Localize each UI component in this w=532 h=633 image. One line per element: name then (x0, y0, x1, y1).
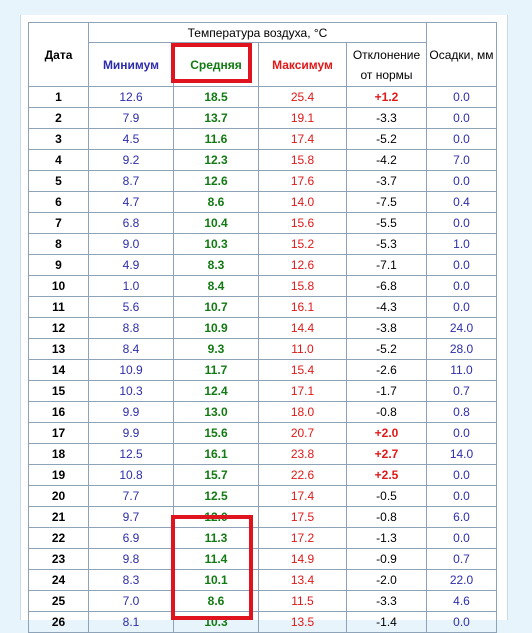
cell-deviation: -1.4 (347, 612, 427, 633)
cell-avg: 11.7 (174, 360, 259, 381)
cell-day: 17 (29, 423, 89, 444)
cell-precipitation: 0.0 (427, 87, 497, 108)
cell-max: 15.6 (259, 213, 347, 234)
cell-precipitation: 0.7 (427, 381, 497, 402)
cell-max: 13.4 (259, 570, 347, 591)
cell-deviation: -7.1 (347, 255, 427, 276)
table-row (29, 549, 497, 570)
cell-min: 9.7 (89, 507, 174, 528)
cell-deviation: +2.0 (347, 423, 427, 444)
cell-precipitation: 0.0 (427, 255, 497, 276)
cell-avg: 9.3 (174, 339, 259, 360)
cell-day: 1 (29, 87, 89, 108)
cell-day: 6 (29, 192, 89, 213)
weather-table (28, 22, 497, 633)
cell-min: 6.9 (89, 528, 174, 549)
table-row (29, 255, 497, 276)
cell-day: 2 (29, 108, 89, 129)
cell-min: 7.9 (89, 108, 174, 129)
cell-day: 26 (29, 612, 89, 633)
cell-avg: 13.7 (174, 108, 259, 129)
cell-deviation: -7.5 (347, 192, 427, 213)
cell-min: 6.8 (89, 213, 174, 234)
cell-deviation: -3.3 (347, 591, 427, 612)
table-row (29, 339, 497, 360)
cell-day: 19 (29, 465, 89, 486)
cell-avg: 12.0 (174, 507, 259, 528)
cell-precipitation: 0.8 (427, 402, 497, 423)
cell-deviation: -0.5 (347, 486, 427, 507)
table-row (29, 129, 497, 150)
cell-precipitation: 22.0 (427, 570, 497, 591)
cell-day: 20 (29, 486, 89, 507)
cell-avg: 10.1 (174, 570, 259, 591)
cell-day: 3 (29, 129, 89, 150)
cell-precipitation: 0.0 (427, 465, 497, 486)
cell-avg: 11.3 (174, 528, 259, 549)
cell-day: 16 (29, 402, 89, 423)
table-row (29, 507, 497, 528)
cell-precipitation: 1.0 (427, 234, 497, 255)
header-temperature-group: Температура воздуха, °C (89, 23, 427, 43)
cell-max: 15.2 (259, 234, 347, 255)
cell-deviation: -5.2 (347, 339, 427, 360)
cell-min: 1.0 (89, 276, 174, 297)
cell-avg: 8.3 (174, 255, 259, 276)
cell-deviation: -3.8 (347, 318, 427, 339)
cell-deviation: -4.2 (347, 150, 427, 171)
cell-min: 12.6 (89, 87, 174, 108)
cell-deviation: -5.5 (347, 213, 427, 234)
cell-max: 25.4 (259, 87, 347, 108)
cell-max: 15.4 (259, 360, 347, 381)
table-row (29, 381, 497, 402)
cell-max: 15.8 (259, 150, 347, 171)
cell-min: 9.9 (89, 402, 174, 423)
cell-min: 9.9 (89, 423, 174, 444)
header-max: Максимум (259, 43, 347, 87)
cell-deviation: -0.8 (347, 402, 427, 423)
cell-precipitation: 11.0 (427, 360, 497, 381)
cell-day: 13 (29, 339, 89, 360)
cell-avg: 8.6 (174, 192, 259, 213)
cell-precipitation: 0.0 (427, 171, 497, 192)
table-row (29, 570, 497, 591)
cell-max: 22.6 (259, 465, 347, 486)
cell-day: 4 (29, 150, 89, 171)
cell-min: 4.5 (89, 129, 174, 150)
cell-max: 14.4 (259, 318, 347, 339)
cell-min: 7.0 (89, 591, 174, 612)
cell-avg: 18.5 (174, 87, 259, 108)
cell-min: 9.2 (89, 150, 174, 171)
cell-deviation: -0.8 (347, 507, 427, 528)
cell-day: 14 (29, 360, 89, 381)
cell-deviation: -5.3 (347, 234, 427, 255)
cell-precipitation: 0.0 (427, 276, 497, 297)
cell-avg: 12.5 (174, 486, 259, 507)
cell-day: 24 (29, 570, 89, 591)
table-row (29, 297, 497, 318)
cell-max: 17.2 (259, 528, 347, 549)
cell-deviation: +1.2 (347, 87, 427, 108)
cell-deviation: +2.5 (347, 465, 427, 486)
cell-avg: 13.0 (174, 402, 259, 423)
table-row (29, 87, 497, 108)
table-row (29, 465, 497, 486)
cell-avg: 12.6 (174, 171, 259, 192)
cell-deviation: -0.9 (347, 549, 427, 570)
cell-day: 10 (29, 276, 89, 297)
cell-max: 15.8 (259, 276, 347, 297)
cell-min: 8.7 (89, 171, 174, 192)
cell-deviation: -4.3 (347, 297, 427, 318)
cell-min: 4.9 (89, 255, 174, 276)
cell-deviation: -1.7 (347, 381, 427, 402)
cell-avg: 10.7 (174, 297, 259, 318)
cell-precipitation: 0.7 (427, 549, 497, 570)
cell-avg: 8.4 (174, 276, 259, 297)
cell-avg: 10.4 (174, 213, 259, 234)
table-row (29, 486, 497, 507)
cell-day: 5 (29, 171, 89, 192)
cell-deviation: -6.8 (347, 276, 427, 297)
cell-avg: 11.6 (174, 129, 259, 150)
cell-avg: 10.9 (174, 318, 259, 339)
cell-max: 12.6 (259, 255, 347, 276)
header-precipitation: Осадки, мм (427, 23, 497, 87)
cell-precipitation: 0.0 (427, 486, 497, 507)
cell-deviation: -1.3 (347, 528, 427, 549)
header-min: Минимум (89, 43, 174, 87)
cell-max: 19.1 (259, 108, 347, 129)
cell-min: 9.0 (89, 234, 174, 255)
page-panel (20, 15, 508, 629)
table-row (29, 444, 497, 465)
cell-min: 12.5 (89, 444, 174, 465)
header-avg: Средняя (174, 43, 259, 87)
cell-max: 17.4 (259, 486, 347, 507)
cell-min: 8.1 (89, 612, 174, 633)
cell-deviation: +2.7 (347, 444, 427, 465)
cell-precipitation: 0.0 (427, 528, 497, 549)
table-row (29, 402, 497, 423)
cell-day: 11 (29, 297, 89, 318)
cell-day: 23 (29, 549, 89, 570)
table-row (29, 171, 497, 192)
header-deviation: Отклонение от нормы (347, 43, 427, 87)
cell-deviation: -3.7 (347, 171, 427, 192)
cell-day: 15 (29, 381, 89, 402)
table-row (29, 276, 497, 297)
cell-max: 18.0 (259, 402, 347, 423)
cell-deviation: -3.3 (347, 108, 427, 129)
cell-min: 8.8 (89, 318, 174, 339)
cell-max: 16.1 (259, 297, 347, 318)
cell-min: 10.8 (89, 465, 174, 486)
cell-precipitation: 0.0 (427, 423, 497, 444)
cell-max: 17.1 (259, 381, 347, 402)
cell-max: 14.0 (259, 192, 347, 213)
table-row (29, 423, 497, 444)
cell-day: 7 (29, 213, 89, 234)
cell-day: 22 (29, 528, 89, 549)
table-row (29, 234, 497, 255)
cell-avg: 16.1 (174, 444, 259, 465)
cell-precipitation: 0.0 (427, 612, 497, 633)
cell-avg: 12.4 (174, 381, 259, 402)
cell-max: 11.5 (259, 591, 347, 612)
table-body (29, 87, 497, 633)
cell-day: 21 (29, 507, 89, 528)
cell-max: 13.5 (259, 612, 347, 633)
cell-max: 17.5 (259, 507, 347, 528)
cell-min: 7.7 (89, 486, 174, 507)
cell-precipitation: 0.0 (427, 297, 497, 318)
table-row (29, 150, 497, 171)
table-row (29, 213, 497, 234)
cell-avg: 15.7 (174, 465, 259, 486)
table-row (29, 318, 497, 339)
cell-precipitation: 4.6 (427, 591, 497, 612)
table-row (29, 591, 497, 612)
cell-max: 23.8 (259, 444, 347, 465)
cell-max: 20.7 (259, 423, 347, 444)
cell-day: 8 (29, 234, 89, 255)
table-row (29, 528, 497, 549)
cell-avg: 10.3 (174, 234, 259, 255)
cell-max: 11.0 (259, 339, 347, 360)
cell-max: 14.9 (259, 549, 347, 570)
cell-day: 12 (29, 318, 89, 339)
cell-avg: 8.6 (174, 591, 259, 612)
table-row (29, 360, 497, 381)
table-row (29, 612, 497, 633)
cell-precipitation: 0.4 (427, 192, 497, 213)
cell-day: 9 (29, 255, 89, 276)
cell-avg: 15.6 (174, 423, 259, 444)
cell-precipitation: 6.0 (427, 507, 497, 528)
cell-precipitation: 0.0 (427, 213, 497, 234)
cell-deviation: -5.2 (347, 129, 427, 150)
cell-deviation: -2.6 (347, 360, 427, 381)
cell-min: 10.3 (89, 381, 174, 402)
cell-precipitation: 0.0 (427, 108, 497, 129)
cell-min: 10.9 (89, 360, 174, 381)
cell-min: 8.4 (89, 339, 174, 360)
cell-deviation: -2.0 (347, 570, 427, 591)
cell-precipitation: 28.0 (427, 339, 497, 360)
table-row (29, 108, 497, 129)
cell-avg: 10.3 (174, 612, 259, 633)
table-row (29, 192, 497, 213)
cell-min: 9.8 (89, 549, 174, 570)
header-date: Дата (29, 23, 89, 87)
cell-avg: 12.3 (174, 150, 259, 171)
cell-precipitation: 24.0 (427, 318, 497, 339)
cell-min: 8.3 (89, 570, 174, 591)
cell-min: 5.6 (89, 297, 174, 318)
cell-max: 17.4 (259, 129, 347, 150)
cell-day: 18 (29, 444, 89, 465)
cell-precipitation: 7.0 (427, 150, 497, 171)
cell-day: 25 (29, 591, 89, 612)
cell-min: 4.7 (89, 192, 174, 213)
cell-precipitation: 14.0 (427, 444, 497, 465)
cell-precipitation: 0.0 (427, 129, 497, 150)
cell-avg: 11.4 (174, 549, 259, 570)
cell-max: 17.6 (259, 171, 347, 192)
